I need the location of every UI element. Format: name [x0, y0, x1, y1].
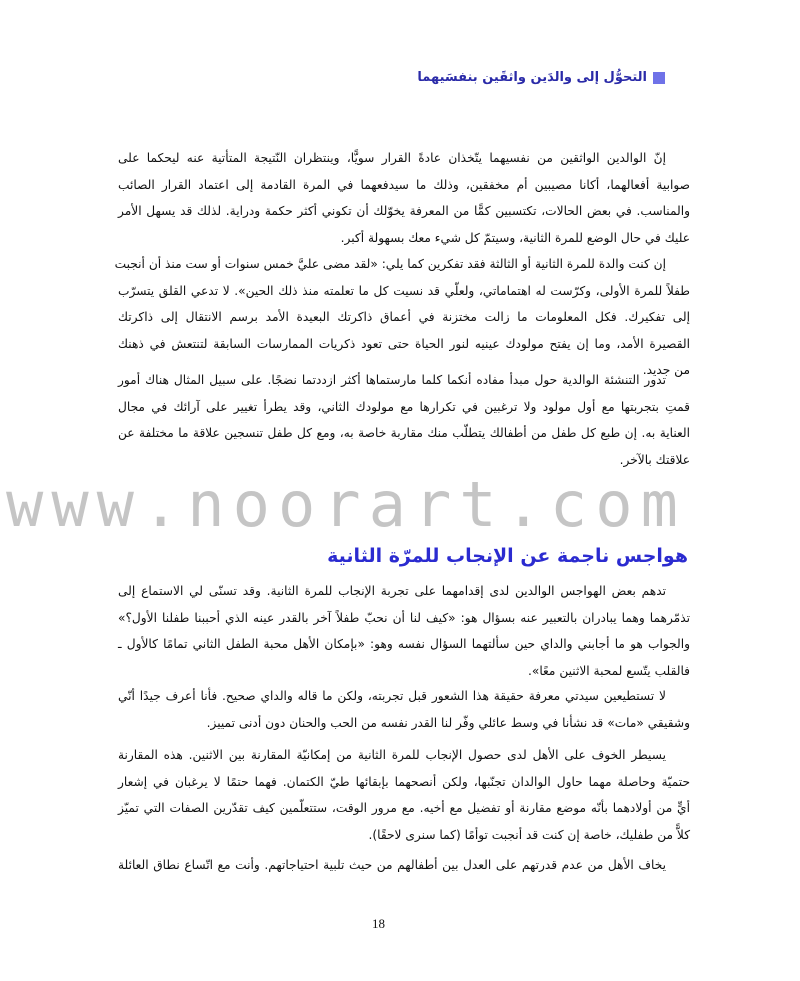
text-line: أيٍّ من أولادهما بأنّه موضع مقارنة أو تفضيل مع أخيه. مع مرور الوقت، ستتعلّمين كيف تقدّرين الصفات التي تميّز: [118, 801, 690, 815]
section-heading: هواجس ناجمة عن الإنجاب للمرّة الثانية: [327, 545, 688, 567]
text-line: والمناسب. في بعض الحالات، تكتسبين كمًّا من المعرفة يخوّلك أن تكوني أكثر حكمة ودراية. لذلك قد يسهل الأمر: [118, 204, 690, 218]
text-line: إلى تفكيرك. فكل المعلومات ما زالت مختزنة في أعماق ذاكرتك البعيدة الأمد برسم الانتقال إلى ذاكرتك: [118, 310, 690, 324]
text-line: صوابية أفعالهما، أكانا مصيبين أم مخفقين، وذلك ما سيدفعهما في المرة القادمة إلى اعتماد القرار الصائب: [118, 177, 690, 192]
text-line: كلاًّ من طفليك، خاصة إن كنت قد أنجبت توأمًا (كما سنرى لاحقًا).: [368, 827, 690, 842]
paragraph: [118, 367, 690, 473]
watermark: www.noorart.com: [6, 478, 686, 532]
running-head-title: التحوُّل إلى والدَين واثقَين بنفسَيهما: [417, 70, 647, 85]
text-line: عليك في حال الوضع للمرة الثانية، وسيتمّ كل شيء معك بسهولة أكبر.: [340, 230, 690, 245]
text-line: تذمّرهما وهما يبادران بالتعبير عنه بسؤال هو: «كيف لنا أن نحبّ طفلاً آخر بالقدر عينه الذي أحببنا طفلنا الأول؟»: [118, 610, 690, 625]
paragraph: [118, 742, 690, 848]
text-line: إنّ الوالدين الواثقين من نفسيهما يتّخذان عادةً القرار سويًّا، وينتظران النّتيجة المتأتية عنه ليحكما على: [118, 151, 666, 165]
bullet-square-icon: [653, 72, 665, 84]
page-number: 18: [372, 916, 385, 931]
running-head: [417, 70, 665, 85]
text-line: علاقتك بالآخر.: [619, 452, 690, 467]
text-line: حتميّة وحاصلة مهما حاول الوالدان تجنّبها، ولكن أنصحهما بإبقائها طيّ الكتمان. فهما حتمًا لا يرغبان في إشعار: [118, 774, 690, 789]
paragraph: [118, 145, 690, 251]
text-line: لا تستطيعين سيدتي معرفة حقيقة هذا الشعور قبل تجربته، ولكن ما قاله والداي صحيح. فأنا أعرف جيدًا أنّي: [118, 689, 666, 703]
paragraph: [118, 683, 690, 736]
text-line: إن كنت والدة للمرة الثانية أو الثالثة فقد تفكرين كما يلي: «لقد مضى عليَّ خمس سنوات أو ست منذ أن أنجبت: [114, 257, 666, 271]
paragraph: [118, 852, 690, 879]
text-line: يسيطر الخوف على الأهل لدى حصول الإنجاب للمرة الثانية من إمكانيّة المقارنة بين الاثنين. هذه المقارنة: [118, 748, 666, 762]
text-line: تدور التنشئة الوالدية حول مبدأ مفاده أنكما كلما مارستماها أكثر ازددتما نضجًا. على سبيل المثال هناك أمور: [118, 373, 666, 387]
text-line: القصيرة الأمد، وما إن يفتح مولودك عينيه لنور الحياة حتى تعود ذكريات الممارسات السابقة لتنتعش في ذهنك: [118, 336, 690, 351]
text-line: تدهم بعض الهواجس الوالدين لدى إقدامهما على تجربة الإنجاب للمرة الثانية. وقد تسنّى لي الاستماع إلى: [118, 584, 666, 598]
text-line: العناية به. إن طبع كل طفل من أطفالك يتطلّب منك مقاربة خاصة به، ومع كل طفل تنسجين علاقة ما مختلفة عن: [118, 426, 690, 440]
text-line: يخاف الأهل من عدم قدرتهم على العدل بين أطفالهم من حيث تلبية احتياجاتهم. وأنت مع اتّساع نطاق العائلة: [118, 858, 666, 872]
text-line: وشقيقي «مات» قد نشأنا في وسط عائلي وفّر لنا القدر نفسه من الحب والحنان دون أدنى تمييز.: [206, 715, 690, 730]
text-line: من جديد.: [642, 363, 690, 377]
paragraph: [114, 251, 690, 384]
text-line: والجواب هو ما أجابني والداي حين سألتهما السؤال نفسه وهو: «بإمكان الأهل محبة الطفل الثاني تمامًا كالأول ـ: [118, 637, 690, 651]
text-line: فالقلب يتّسع لمحبة الاثنين معًا».: [528, 663, 690, 678]
text-line: طفلاً للمرة الأولى، وكرّست له اهتماماتي، ولعلّي قد نسيت كل ما تعلمته منذ ذلك الحين». لا تدعي القلق يتسرّب: [118, 283, 690, 298]
paragraph: [118, 578, 690, 684]
text-line: قمتِ بتجربتها مع أول مولود ولا ترغبين في تكرارها مع مولودك الثاني، وقد يطرأ تغيير على آرائك في مجال: [118, 399, 690, 414]
